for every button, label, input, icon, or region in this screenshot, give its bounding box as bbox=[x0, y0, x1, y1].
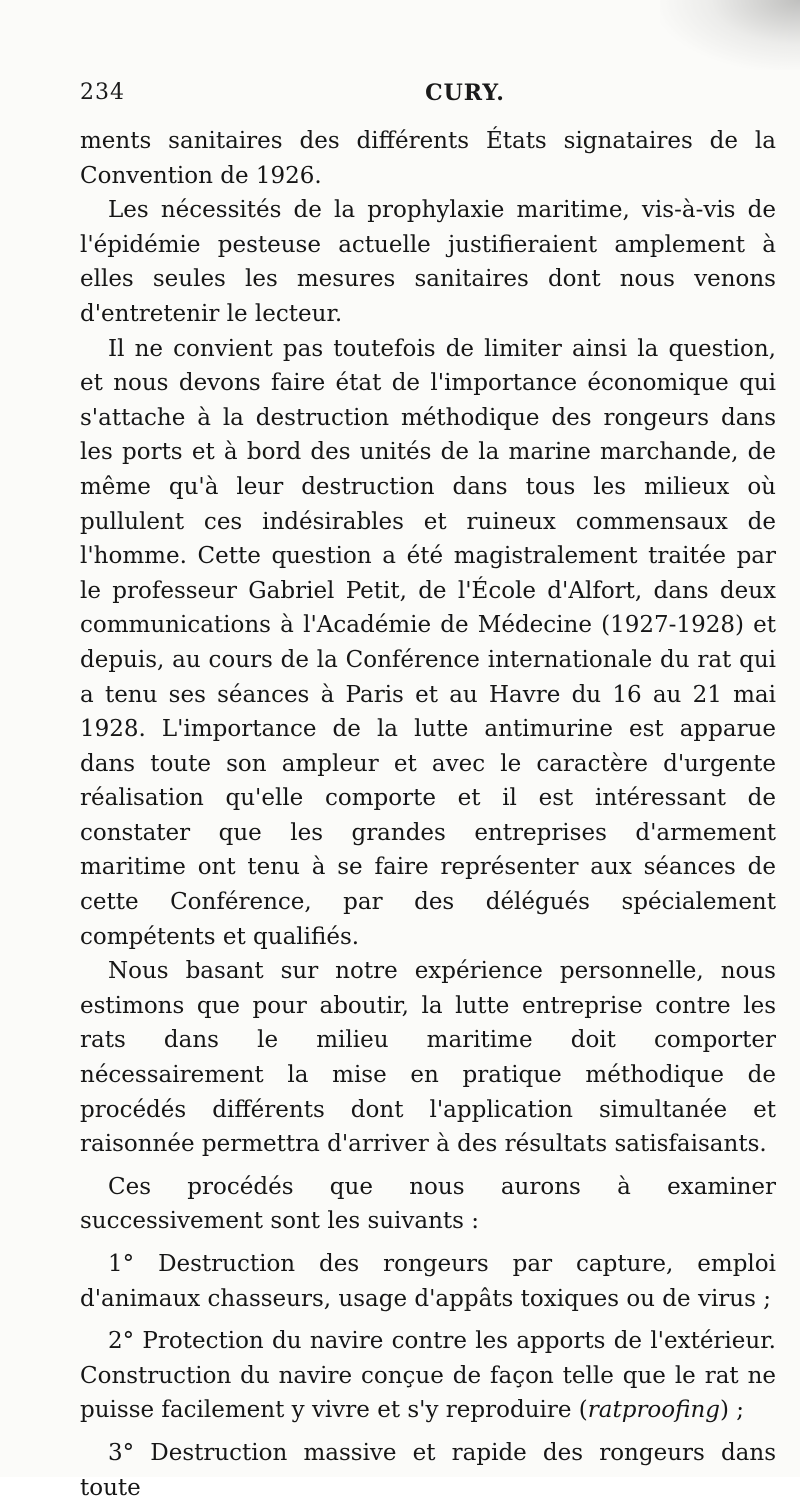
page-number: 234 bbox=[80, 80, 125, 105]
list-item-text: 2° Protection du navire contre les apports de l'extérieur. Construction du navire conçue de façon telle que le rat ne puisse facilement y vivre et s'y reproduire ( bbox=[80, 1328, 776, 1424]
running-head: CURY. bbox=[425, 80, 505, 106]
scan-shadow bbox=[660, 0, 800, 70]
paragraph: Il ne convient pas toutefois de limiter ainsi la question, et nous devons faire état de l'importance économique qui s'attache à la destruction méthodique des rongeurs dans les ports et à bord des unités de la marine marchande, de même qu'à leur destruction dans tous les milieux où pullulent ces indésirables et ruineux commensaux de l'homme. Cette question a été magistralement traitée par le professeur Gabriel Petit, de l'École d'Alfort, dans deux communications à l'Académie de Médecine (1927-1928) et depuis, au cours de la Conférence internationale du rat qui a tenu ses séances à Paris et au Havre du 16 au 21 mai 1928. L'importance de la lutte antimurine est apparue dans toute son ampleur et avec le caractère d'urgente réalisation qu'elle comporte et il est intéressant de constater que les grandes entreprises d'armement maritime ont tenu à se faire représenter aux séances de cette Conférence, par des délégués spécialement compétents et qualifiés. bbox=[80, 335, 776, 950]
list-item: 3° Destruction massive et rapide des rongeurs dans toute bbox=[80, 1439, 776, 1501]
list-item-text: ) ; bbox=[720, 1397, 745, 1424]
body-text bbox=[80, 124, 776, 1505]
list-item bbox=[80, 1324, 776, 1428]
page-header bbox=[80, 80, 770, 116]
list-item-italic-term: ratproofing bbox=[587, 1397, 721, 1424]
paragraph-continuation: ments sanitaires des différents États signataires de la Convention de 1926. bbox=[80, 128, 776, 189]
paragraph: Les nécessités de la prophylaxie maritime, vis-à-vis de l'épidémie pesteuse actuelle justifieraient amplement à elles seules les mesures sanitaires dont nous venons d'entretenir le lecteur. bbox=[80, 197, 776, 327]
paragraph: Nous basant sur notre expérience personnelle, nous estimons que pour aboutir, la lutte entreprise contre les rats dans le milieu maritime doit comporter nécessairement la mise en pratique méthodique de procédés différents dont l'application simultanée et raisonnée permettra d'arriver à des résultats satisfaisants. bbox=[80, 958, 776, 1158]
list-item: 1° Destruction des rongeurs par capture, emploi d'animaux chasseurs, usage d'appâts toxiques ou de virus ; bbox=[80, 1251, 776, 1312]
paragraph-list-intro: Ces procédés que nous aurons à examiner successivement sont les suivants : bbox=[80, 1173, 776, 1235]
